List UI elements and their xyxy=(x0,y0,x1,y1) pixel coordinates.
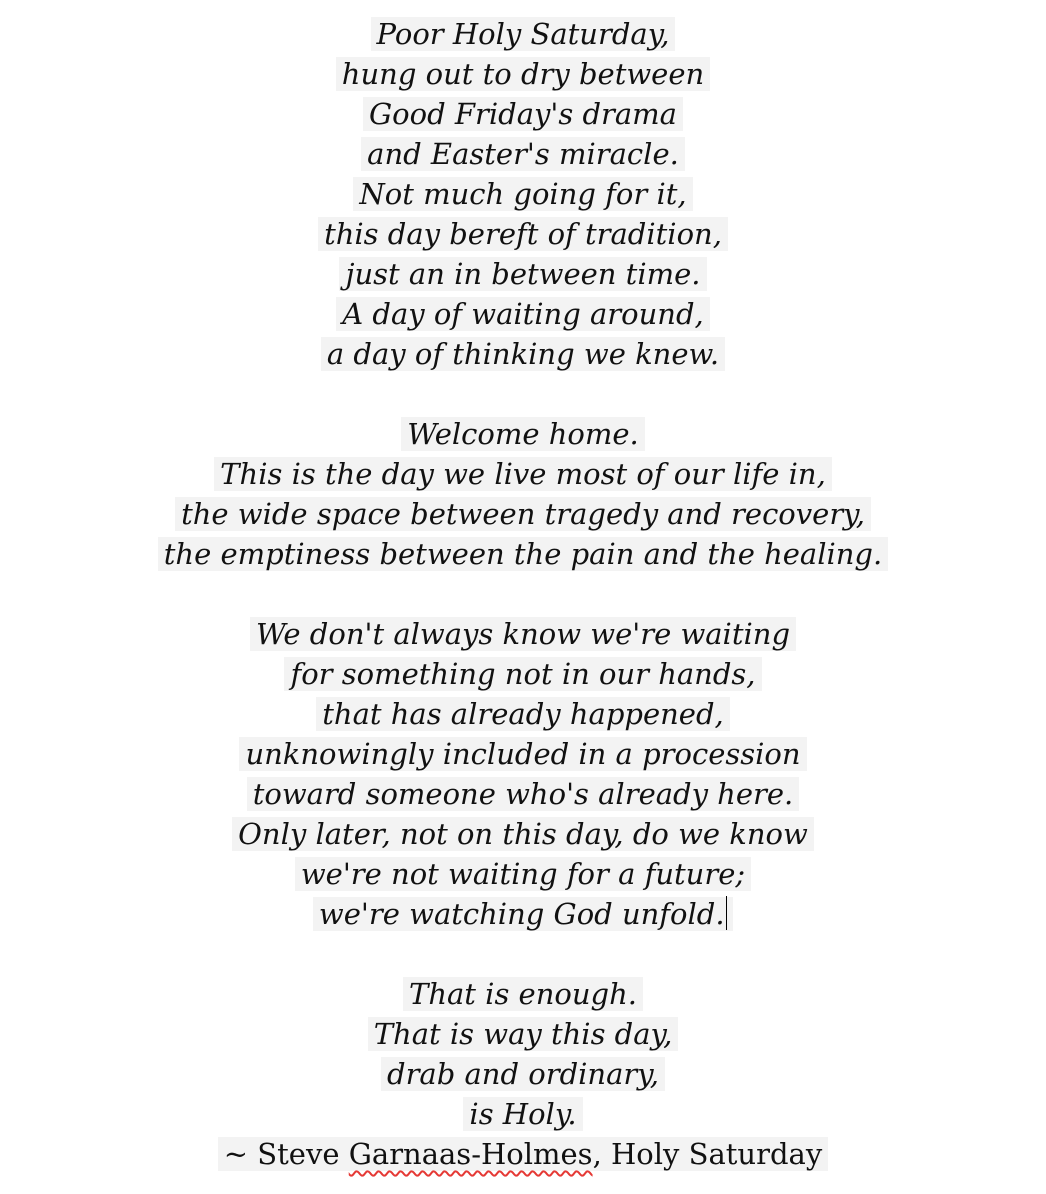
poem-line: this day bereft of tradition, xyxy=(0,214,1046,254)
poem-line: Not much going for it, xyxy=(0,174,1046,214)
poem-line: Good Friday's drama xyxy=(0,94,1046,134)
poem-line-text: we're watching God unfold. xyxy=(318,897,725,931)
stanza-2 xyxy=(0,414,1046,574)
poem-line: for something not in our hands, xyxy=(0,654,1046,694)
poem-line xyxy=(0,894,1046,934)
stanza-4 xyxy=(0,974,1046,1174)
stanza-3 xyxy=(0,614,1046,934)
poem-line: drab and ordinary, xyxy=(0,1054,1046,1094)
document-body[interactable] xyxy=(0,14,1046,1174)
poem-line: That is way this day, xyxy=(0,1014,1046,1054)
poem-line: just an in between time. xyxy=(0,254,1046,294)
poem-line: We don't always know we're waiting xyxy=(0,614,1046,654)
poem-line: Poor Holy Saturday, xyxy=(0,14,1046,54)
poem-line: the emptiness between the pain and the healing. xyxy=(0,534,1046,574)
poem-line: the wide space between tragedy and recovery, xyxy=(0,494,1046,534)
misspelled-word[interactable]: Garnaas-Holmes xyxy=(348,1137,593,1171)
attribution: ~ Steve Garnaas-Holmes, Holy Saturday xyxy=(0,1134,1046,1174)
poem-line: and Easter's miracle. xyxy=(0,134,1046,174)
poem-line: Welcome home. xyxy=(0,414,1046,454)
poem-line: that has already happened, xyxy=(0,694,1046,734)
text-cursor xyxy=(726,896,728,930)
poem-line: hung out to dry between xyxy=(0,54,1046,94)
stanza-1 xyxy=(0,14,1046,374)
poem-line: That is enough. xyxy=(0,974,1046,1014)
poem-line: is Holy. xyxy=(0,1094,1046,1134)
poem-line: This is the day we live most of our life in, xyxy=(0,454,1046,494)
poem-line: Only later, not on this day, do we know xyxy=(0,814,1046,854)
poem-line: we're not waiting for a future; xyxy=(0,854,1046,894)
poem-line: unknowingly included in a procession xyxy=(0,734,1046,774)
poem-line: toward someone who's already here. xyxy=(0,774,1046,814)
poem-line: A day of waiting around, xyxy=(0,294,1046,334)
poem-line: a day of thinking we knew. xyxy=(0,334,1046,374)
